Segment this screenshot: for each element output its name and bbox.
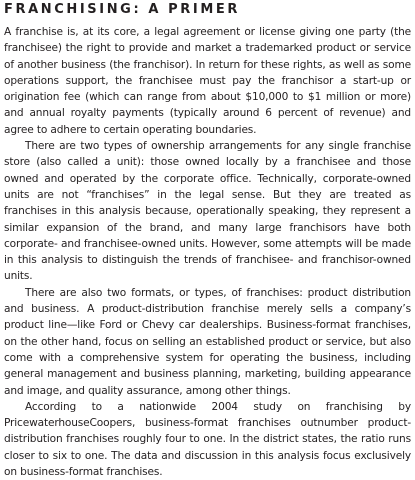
section-heading: FRANCHISING: A PRIMER [4, 2, 240, 17]
paragraph-study-findings: According to a nationwide 2004 study on franchising by PricewaterhouseCoopers, business-format franchises outnumber product-distribution franchises roughly four to one. In the district states, the ratio runs closer to six to one. The data and discussion in this analysis focus exclusively on business-format franchises. [4, 400, 411, 479]
document-page [4, 2, 411, 480]
paragraph-franchise-definition: A franchise is, at its core, a legal agreement or license giving one party (the franchisee) the right to provide and market a trademarked product or service of another business (the franchisor). In return for these rights, as well as some operations support, the franchisee must pay the franchisor a start-up or origination fee (which can range from about $10,000 to $1 million or more) and annual royalty payments (typically around 6 percent of revenue) and agree to adhere to certain operating boundaries. [4, 26, 411, 136]
paragraph-ownership-types: There are two types of ownership arrangements for any single franchise store (also called a unit): those owned locally by a franchisee and those owned and operated by the corporate office. Technically, corporate-owned units are not “franchises” in the legal sense. But they are treated as franchises in this analysis because, operationally speaking, they represent a similar expansion of the brand, and many large franchisors have both corporate- and franchisee-owned units. However, some attempts will be made in this analysis to distinguish the trends of franchisee- and franchisor-owned units. [4, 140, 411, 283]
paragraph-franchise-formats: There are also two formats, or types, of franchises: product distribution and business. A product-distribution franchise merely sells a company’s product line—like Ford or Chevy car dealerships. Business-format franchises, on the other hand, focus on selling an established product or service, but also come with a comprehensive system for operating the business, including general management and business planning, marketing, building appearance and image, and quality assurance, among other things. [4, 286, 411, 397]
